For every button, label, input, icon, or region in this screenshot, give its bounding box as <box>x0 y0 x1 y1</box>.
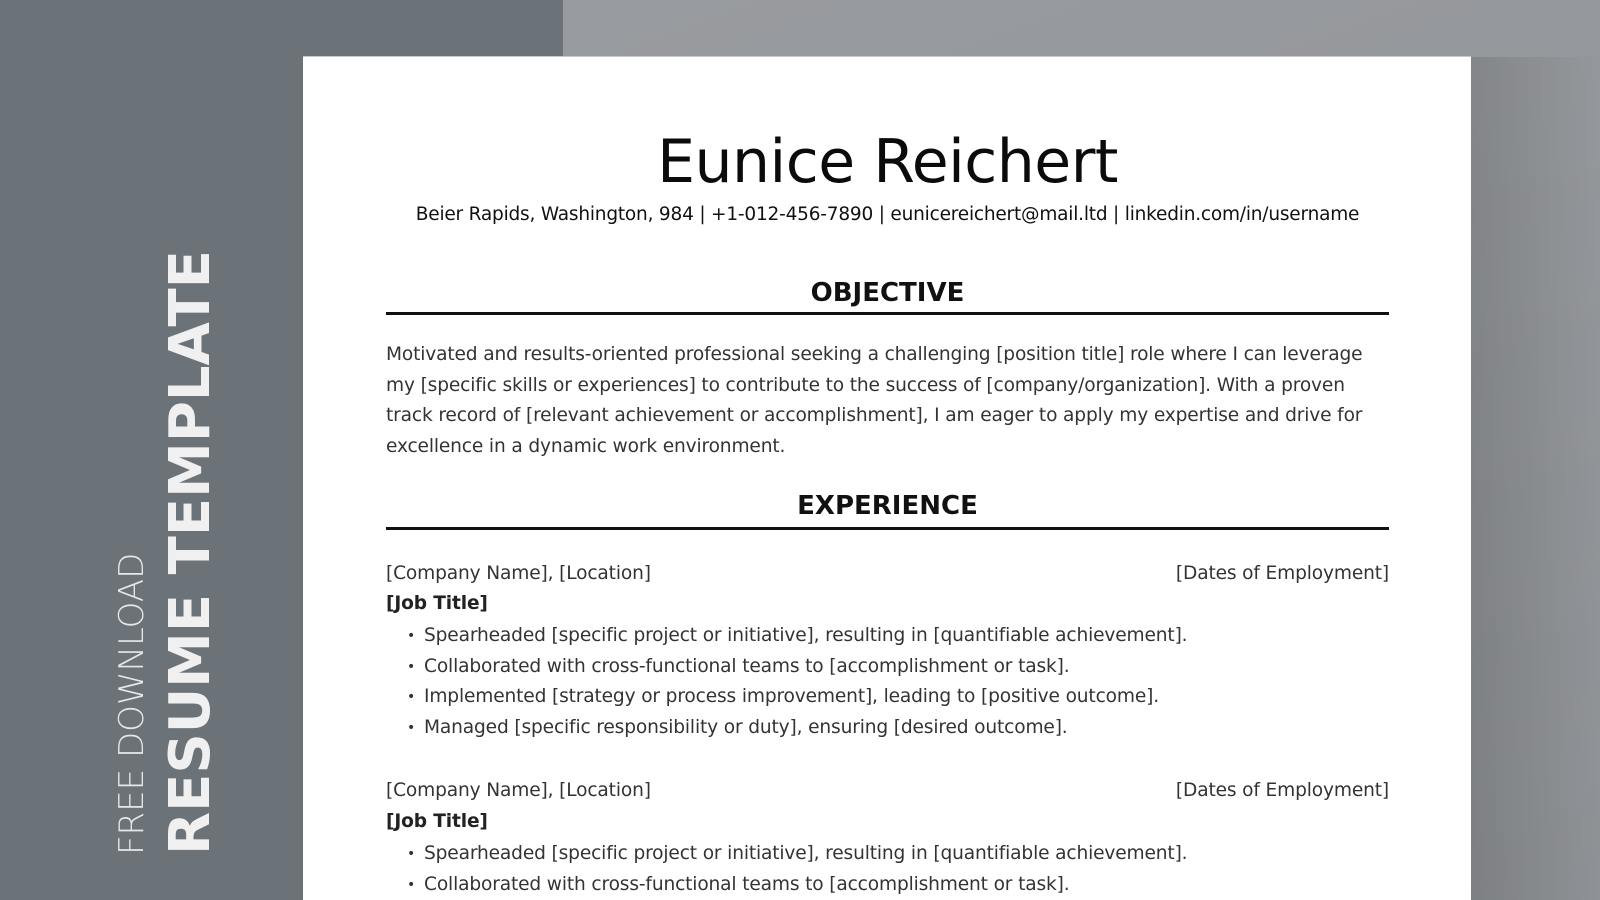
objective-paragraph <box>386 340 1389 462</box>
job-title: [Job Title] <box>386 811 488 832</box>
objective-line: Motivated and results-oriented professional seeking a challenging [position title] role where I can leverage <box>386 344 1363 365</box>
list-item: • Collaborated with cross-functional teams to [accomplishment or task]. <box>386 870 1389 900</box>
job-header <box>386 559 1389 589</box>
section-title-experience: EXPERIENCE <box>797 491 978 521</box>
bullet-icon: • <box>407 689 416 706</box>
resume-name: Eunice Reichert <box>657 127 1118 197</box>
objective-line: track record of [relevant achievement or accomplishment], I am eager to apply my expertise and drive for <box>386 405 1363 427</box>
banner-resume-template: RESUME TEMPLATE <box>158 249 223 855</box>
list-item: • Spearheaded [specific project or initiative], resulting in [quantifiable achievement]. <box>386 621 1389 652</box>
bullet-icon: • <box>407 719 416 736</box>
objective-line: my [specific skills or experiences] to contribute to the success of [company/organization]. With a proven <box>386 374 1345 396</box>
job-bullet-list <box>386 621 1389 743</box>
section-divider-experience <box>386 527 1389 530</box>
page-shadow <box>1471 57 1600 900</box>
job-header <box>386 776 1389 806</box>
contact-line: Beier Rapids, Washington, 984 | +1-012-456-7890 | eunicereichert@mail.ltd | linkedin.com/in/username <box>415 204 1360 225</box>
bullet-icon: • <box>407 876 416 893</box>
employment-dates: [Dates of Employment] <box>1175 780 1389 801</box>
employment-dates: [Dates of Employment] <box>1175 563 1389 584</box>
company-location: [Company Name], [Location] <box>386 563 651 584</box>
section-divider-objective <box>386 312 1389 315</box>
company-location: [Company Name], [Location] <box>386 780 651 801</box>
bullet-icon: • <box>407 658 416 675</box>
job-bullet-list <box>386 839 1389 900</box>
section-title-objective: OBJECTIVE <box>810 278 965 308</box>
bullet-icon: • <box>407 846 416 862</box>
list-item: • Managed [specific responsibility or duty], ensuring [desired outcome]. <box>386 713 1389 744</box>
banner-free-download: FREE DOWNLOAD <box>112 552 152 855</box>
objective-line: excellence in a dynamic work environment. <box>386 435 786 457</box>
list-item: • Implemented [strategy or process improvement], leading to [positive outcome]. <box>386 682 1389 713</box>
resume-page <box>303 57 1471 900</box>
list-item: • Collaborated with cross-functional teams to [accomplishment or task]. <box>386 652 1389 683</box>
bullet-icon: • <box>407 628 416 644</box>
list-item: • Spearheaded [specific project or initiative], resulting in [quantifiable achievement]. <box>386 839 1389 870</box>
job-title: [Job Title] <box>386 593 488 614</box>
